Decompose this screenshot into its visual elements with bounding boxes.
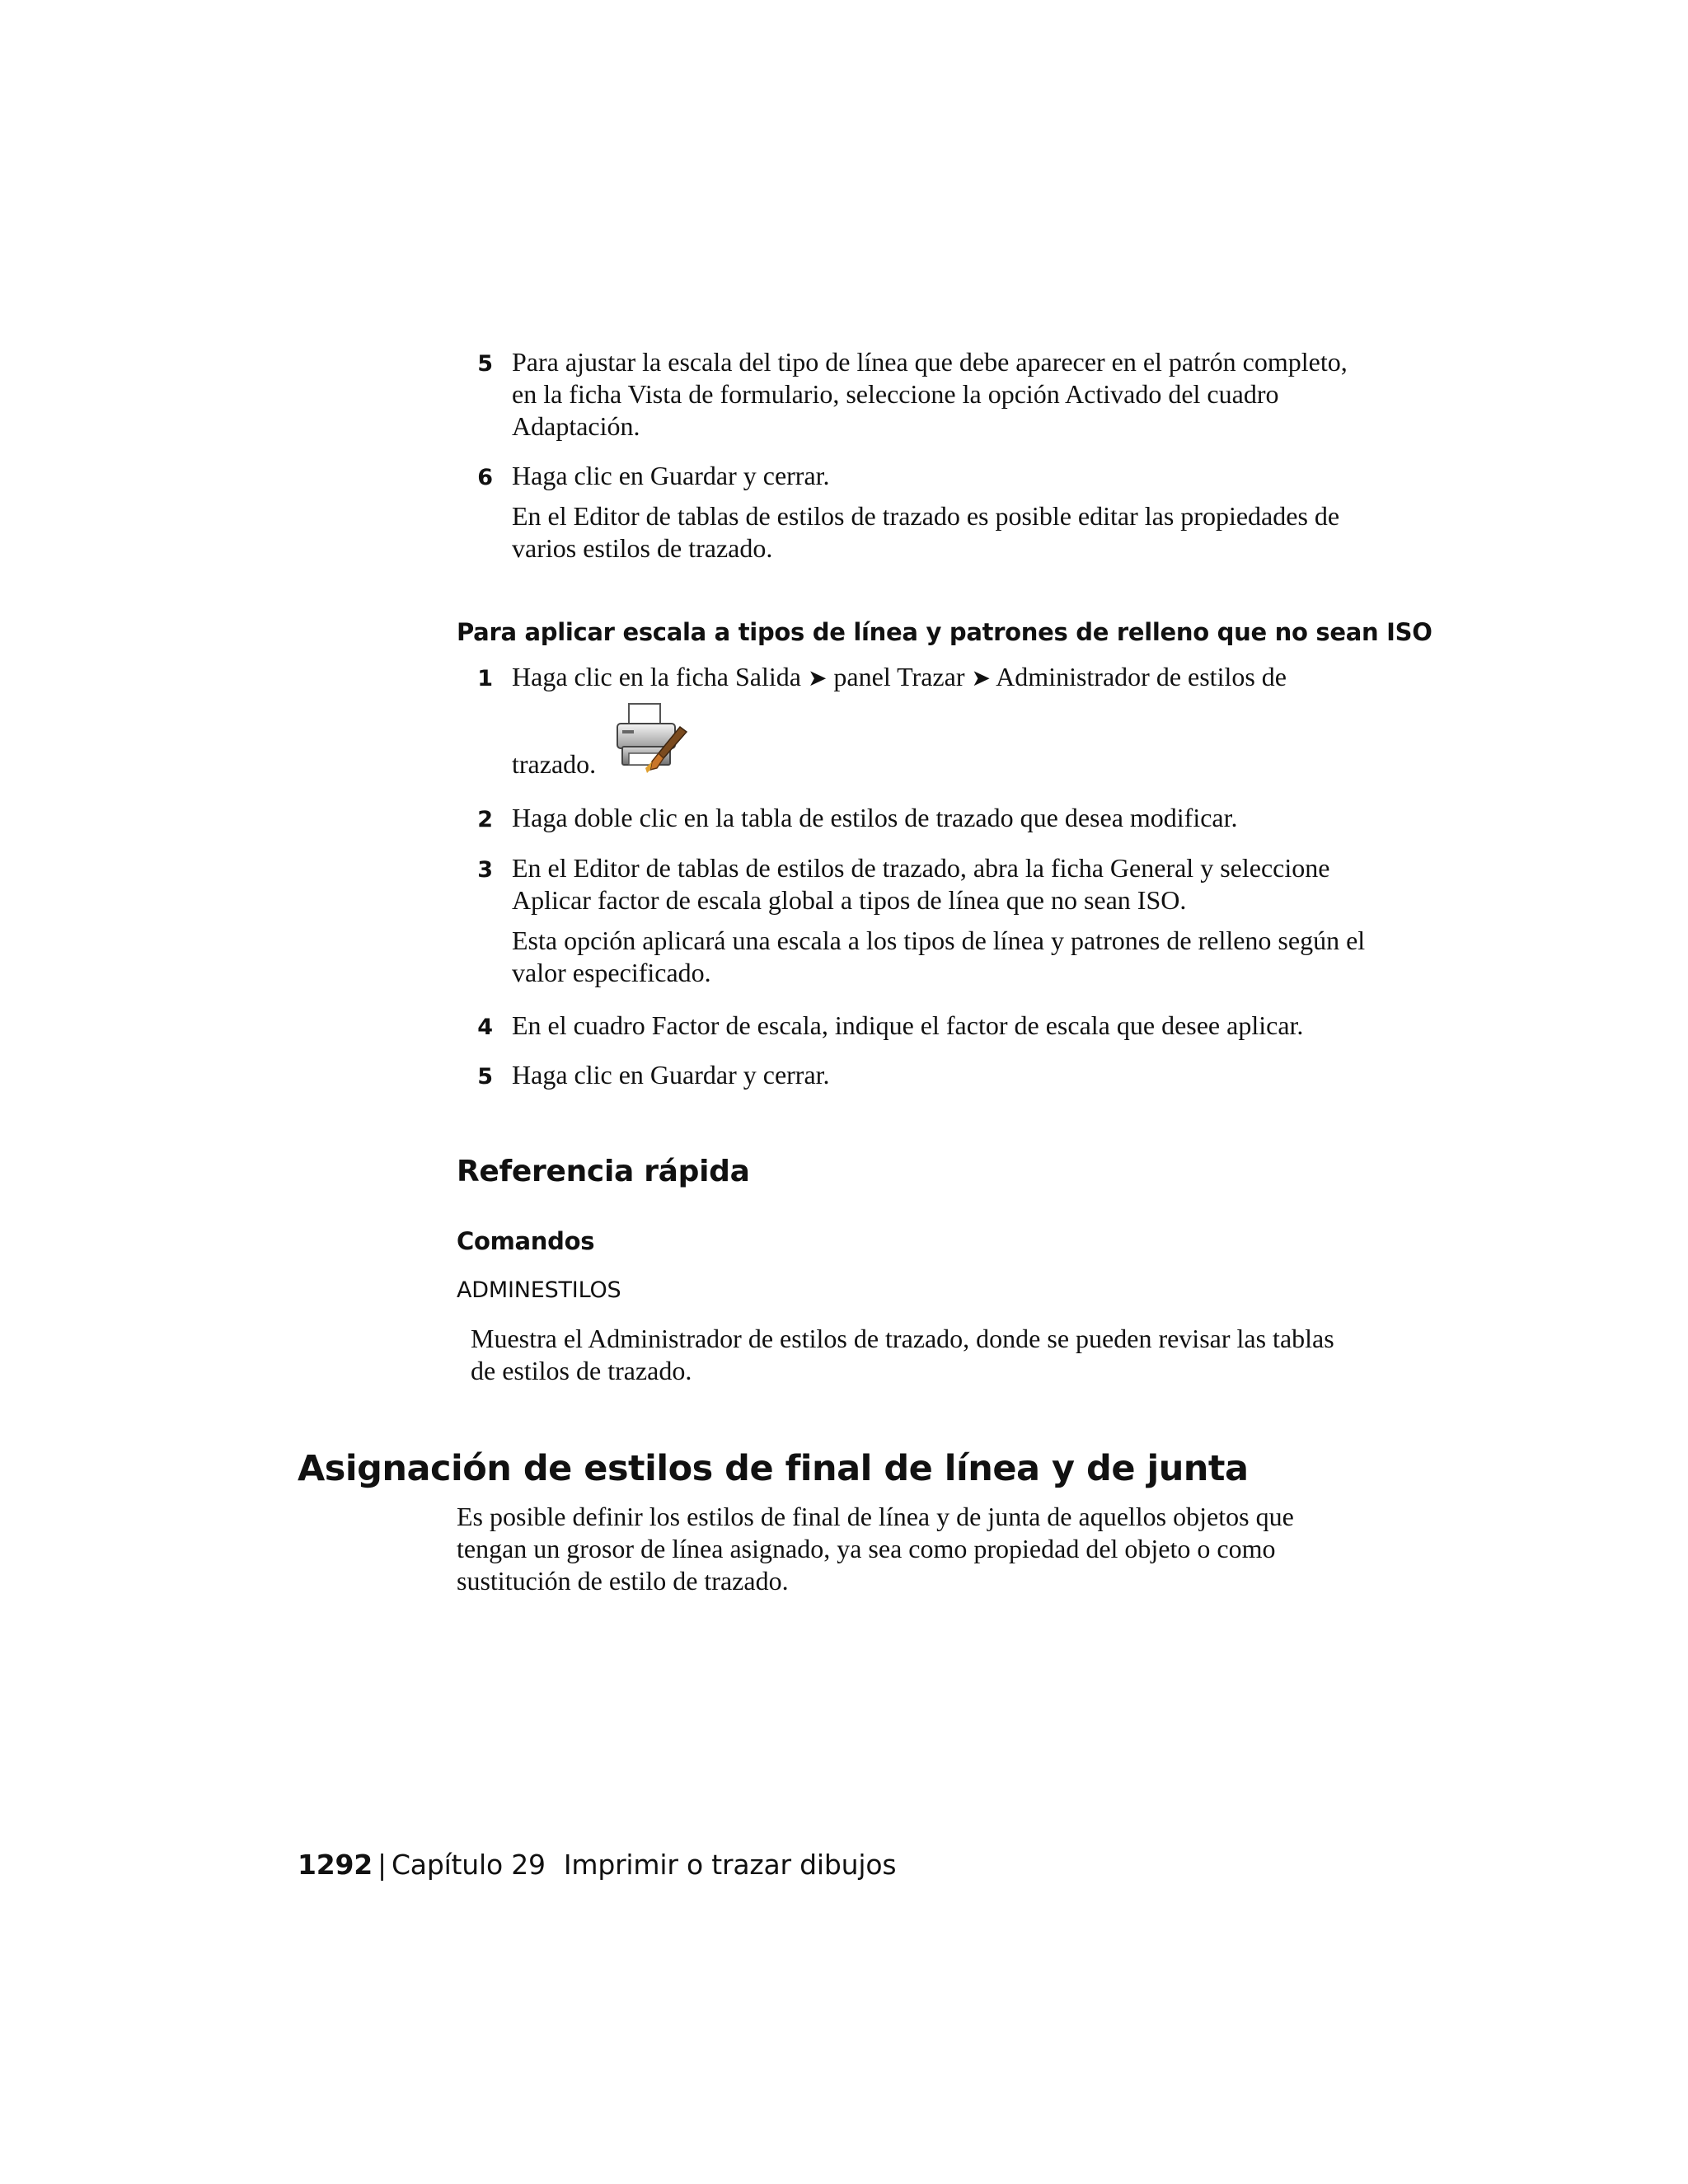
chapter-title: Imprimir o trazar dibujos bbox=[563, 1849, 897, 1881]
step-number: 5 bbox=[477, 351, 493, 377]
step-number: 5 bbox=[477, 1064, 493, 1090]
section-intro: Es posible definir los estilos de final de línea y de junta de aquellos objetos que tengan un grosor de línea asignado, ya sea como propiedad del objeto o como sustitución de estilo de trazado. bbox=[457, 1502, 1294, 1596]
step-number: 4 bbox=[477, 1015, 493, 1040]
step-text: En el cuadro Factor de escala, indique el factor de escala que desee aplicar. bbox=[512, 1010, 1304, 1040]
step-text bbox=[512, 661, 1377, 694]
step-number: 3 bbox=[477, 857, 493, 883]
step-note: En el Editor de tablas de estilos de trazado es posible editar las propiedades de varios estilos de trazado. bbox=[512, 501, 1340, 563]
menu-path-command-end: trazado. bbox=[512, 749, 597, 779]
step-text: Haga clic en Guardar y cerrar. bbox=[512, 461, 830, 490]
quick-reference-heading: Referencia rápida bbox=[457, 1155, 750, 1188]
step-text: En el Editor de tablas de estilos de trazado, abra la ficha General y seleccione Aplicar factor de escala global a tipos de línea que no sean ISO. bbox=[512, 853, 1330, 915]
arrow-icon: ➤ bbox=[971, 664, 991, 691]
section-title: Asignación de estilos de final de línea y de junta bbox=[298, 1448, 1249, 1489]
command-description: Muestra el Administrador de estilos de trazado, donde se pueden revisar las tablas de estilos de trazado. bbox=[471, 1324, 1334, 1385]
step-note: Esta opción aplicará una escala a los tipos de línea y patrones de relleno según el valor especificado. bbox=[512, 926, 1366, 987]
step-text: Para ajustar la escala del tipo de línea que debe aparecer en el patrón completo, en la ficha Vista de formulario, seleccione la opción Activado del cuadro Adaptación. bbox=[512, 347, 1348, 441]
plot-style-manager-icon bbox=[611, 699, 690, 778]
page-footer bbox=[298, 1847, 896, 1883]
chapter-label: Capítulo 29 bbox=[391, 1849, 546, 1881]
procedure-heading: Para aplicar escala a tipos de línea y patrones de relleno que no sean ISO bbox=[457, 618, 1432, 646]
footer-separator: | bbox=[377, 1849, 387, 1881]
step-number: 6 bbox=[477, 465, 493, 490]
arrow-icon: ➤ bbox=[807, 664, 828, 691]
menu-path-command: Administrador de estilos de bbox=[996, 662, 1287, 691]
command-name[interactable]: ADMINESTILOS bbox=[457, 1277, 621, 1303]
step-text: Haga clic en Guardar y cerrar. bbox=[512, 1060, 830, 1090]
menu-path-ribbon-tab: Haga clic en la ficha Salida bbox=[512, 662, 801, 691]
menu-path-panel: panel Trazar bbox=[833, 662, 965, 691]
step-text: Haga doble clic en la tabla de estilos de trazado que desea modificar. bbox=[512, 803, 1238, 832]
commands-subheading: Comandos bbox=[457, 1227, 595, 1255]
step-number: 1 bbox=[477, 666, 493, 691]
page-number: 1292 bbox=[298, 1849, 373, 1881]
step-number: 2 bbox=[477, 807, 493, 832]
